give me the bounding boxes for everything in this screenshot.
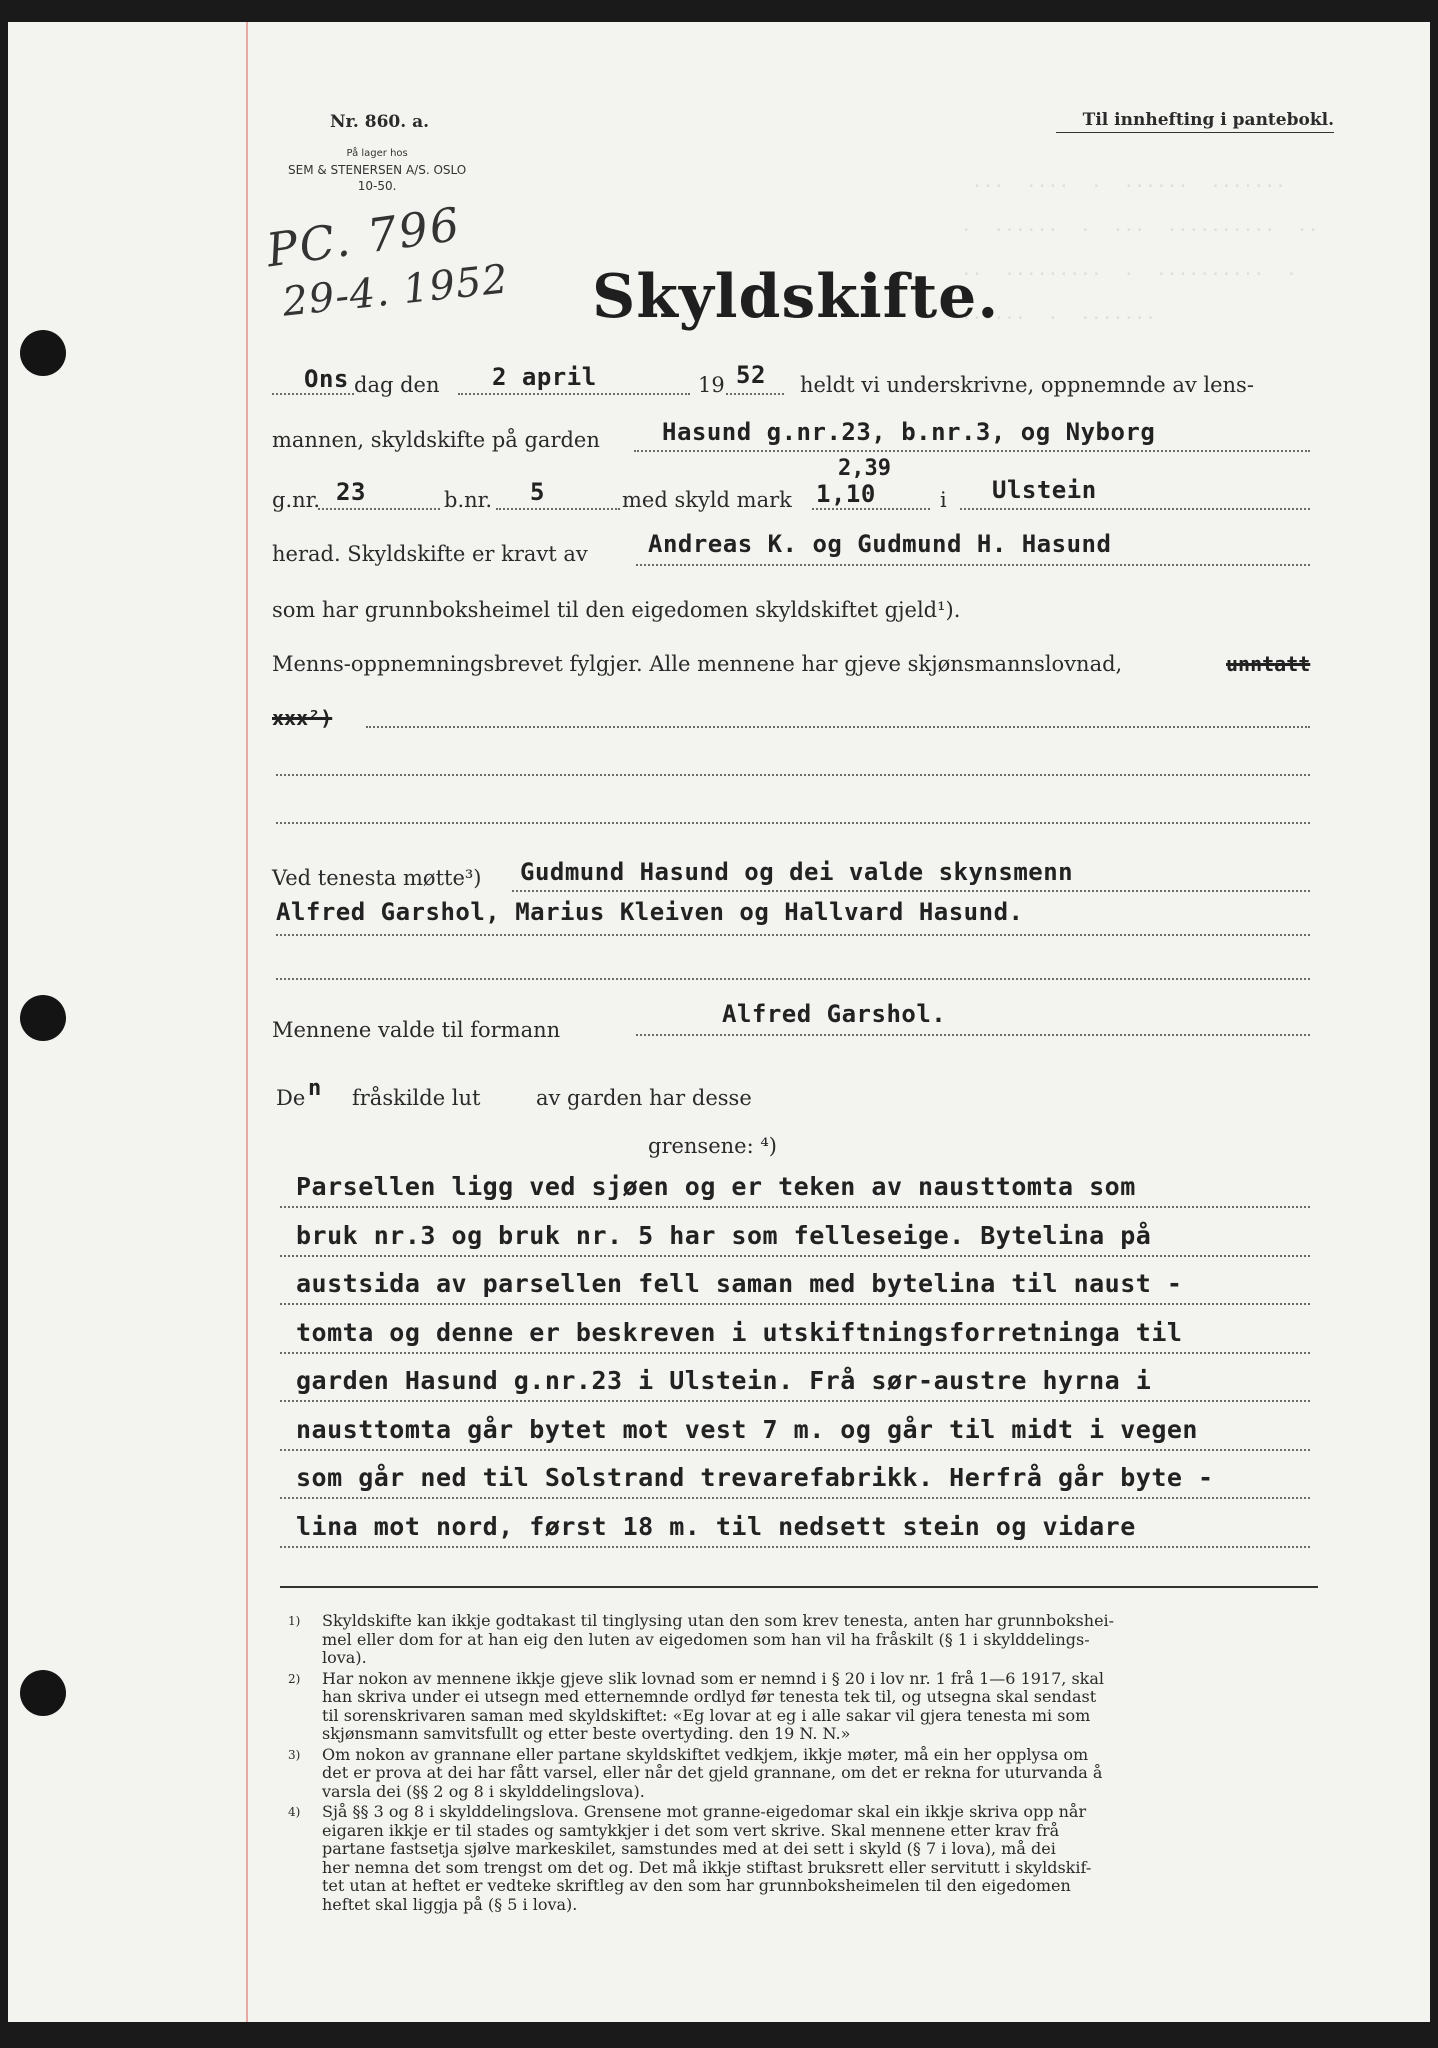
gnr-label: g.nr. [272, 488, 321, 512]
fill-line [280, 1206, 1310, 1208]
description-line: som går ned til Solstrand trevarefabrikk. Herfrå går byte - [296, 1463, 1214, 1492]
fill-line [276, 774, 1310, 776]
tenesta-line-1: Gudmund Hasund og dei valde skynsmenn [520, 858, 1074, 886]
description-line: austsida av parsellen fell saman med bytelina til naust - [296, 1269, 1183, 1298]
fill-line [280, 1497, 1310, 1499]
fill-line [272, 393, 354, 395]
skyld-fill: 1,10 [816, 480, 876, 508]
fill-line [960, 508, 1310, 510]
description-line: Parsellen ligg ved sjøen og er teken av nausttomta som [296, 1172, 1136, 1201]
herad-fill: Ulstein [992, 476, 1097, 504]
form-row-lut [0, 1076, 1438, 1120]
description-line: bruk nr.3 og bruk nr. 5 har som felleseige. Bytelina på [296, 1220, 1152, 1250]
form-row-krav [0, 530, 1438, 570]
footnote [288, 1746, 1316, 1802]
fill-line [366, 726, 1310, 728]
footnote-line: skjønsmann samvitsfullt og etter beste overtyding. den 19 N. N.» [322, 1724, 851, 1743]
tenesta-line-2: Alfred Garshol, Marius Kleiven og Hallvard Hasund. [276, 898, 1024, 926]
footnote-line: mel eller dom for at han eig den luten av eigedomen som han vil ha fråskilt (§ 1 i skylddelings- [322, 1629, 1090, 1649]
footnote-line: han skriva under ei utsegn med etternemnde ordlyd før tenesta tek til, og utsegna skal sendast [322, 1687, 1097, 1706]
footnote-line: til sorenskrivaren saman med skyldskiftet: «Eg lovar at eg i alle sakar vil gjera tenesta mi som [322, 1705, 1091, 1725]
footnote-mark: 3) [288, 1747, 301, 1762]
footnote [288, 1670, 1316, 1744]
skyld-label: med skyld mark [622, 488, 792, 512]
fill-line [276, 934, 1310, 936]
struck-text: unntatt [1226, 652, 1311, 676]
garden-fill: Hasund g.nr.23, b.nr.3, og Nyborg [662, 418, 1156, 446]
fill-line [636, 564, 1310, 566]
footnote-line: lova). [322, 1648, 367, 1667]
handwritten-date: 29-4. 1952 [280, 256, 511, 326]
tenesta-label: Ved tenesta møtte³) [272, 866, 482, 890]
description-line: lina mot nord, først 18 m. til nedsett stein og vidare [296, 1511, 1136, 1541]
footnote-mark: 1) [288, 1614, 301, 1628]
printer-line-2: SEM & STENERSEN A/S. OSLO [288, 163, 467, 177]
garden-desse-label: av garden har desse [536, 1086, 752, 1110]
fill-line [280, 1400, 1310, 1402]
form-row-garden [0, 418, 1438, 458]
brev-text: Menns-oppnemningsbrevet fylgjer. Alle mennene har gjeve skjønsmannslovnad, [272, 652, 1123, 676]
footnote-line: Sjå §§ 3 og 8 i skylddelingslova. Grensene mot granne-eigedomar skal ein ikkje skriva opp når [322, 1802, 1087, 1821]
grensene-label: grensene: ⁴) [648, 1134, 777, 1158]
krav-label: herad. Skyldskifte er kravt av [272, 542, 588, 566]
footnote-line: partane fastsetja sjølve markeskilet, samstundes med at dei sett i skyld (§ 7 i lova), må dei [322, 1839, 1056, 1858]
printer-line-3: 10-50. [357, 179, 397, 193]
fill-line [280, 1303, 1310, 1305]
footnote-mark: 4) [288, 1805, 301, 1819]
fill-line [276, 978, 1310, 980]
printer-line-1: På lager hos [346, 148, 408, 159]
fill-line [280, 1449, 1310, 1451]
year-fill: 52 [736, 361, 766, 389]
punch-hole [20, 1670, 66, 1716]
fill-line [636, 1034, 1310, 1036]
form-row-blank-1 [0, 700, 1438, 740]
fill-line [280, 1255, 1310, 1257]
binding-note: Til innhefting i pantebokl. [1082, 110, 1334, 130]
form-row-formann [0, 1000, 1438, 1040]
footnote-rule [280, 1586, 1318, 1588]
form-row-gnr [0, 456, 1438, 512]
form-row-tenesta [0, 850, 1438, 890]
bleed-through-text: ... .... . ...... ....... . ...... . ... .......... .. .. ......... . .......... . ...... . ....... [960, 171, 1319, 324]
lut-label: fråskilde lut [352, 1086, 481, 1110]
printer-imprint [288, 146, 466, 194]
struck-text-2: xxx²) [272, 706, 333, 730]
footnote-line: det er prova at dei har fått varsel, eller når det gjeld grannane, om det er rekna for uturvanda å [322, 1763, 1103, 1782]
form-number: Nr. 860. a. [330, 112, 430, 132]
footnote-mark: 2) [288, 1671, 301, 1686]
intro-text: heldt vi underskrivne, oppnemnde av lens- [800, 373, 1254, 397]
fill-line [634, 450, 1310, 452]
footnote [288, 1803, 1316, 1914]
fill-line [280, 1352, 1310, 1354]
bnr-label: b.nr. [444, 488, 493, 512]
i-label: i [940, 488, 947, 512]
fill-line [512, 890, 1310, 892]
skyld-upper: 2,39 [838, 456, 891, 481]
bnr-fill: 5 [530, 478, 545, 506]
fill-line [458, 393, 690, 395]
footnote [288, 1612, 1316, 1668]
handwritten-registration: PC. 796 [263, 196, 465, 278]
footnote-line: eigaren ikkje er til stades og samtykkjer i det som vert skrive. Skal mennene etter krav frå [322, 1820, 1060, 1840]
form-row-tenesta-2 [0, 898, 1438, 938]
binding-note-underline [1056, 132, 1334, 133]
date-fill: 2 april [492, 363, 597, 391]
description-line: garden Hasund g.nr.23 i Ulstein. Frå sør-austre hyrna i [296, 1366, 1152, 1395]
year-prefix: 19 [698, 373, 725, 397]
fill-line [812, 508, 930, 510]
fill-line [496, 508, 620, 510]
description-line: tomta og denne er beskreven i utskiftningsforretninga til [296, 1317, 1183, 1347]
gnr-fill: 23 [336, 478, 366, 506]
weekday-suffix: dag den [354, 373, 440, 397]
form-row-date [0, 361, 1438, 405]
footnote-line: Skyldskifte kan ikkje godtakast til tinglysing utan den som krev tenesta, anten har grunnbokshei- [322, 1611, 1115, 1630]
fill-line [318, 508, 440, 510]
footnote-line: Har nokon av mennene ikkje gjeve slik lovnad som er nemnd i § 20 i lov nr. 1 frå 1—6 1917, skal [322, 1668, 1105, 1688]
de-fill: n [308, 1076, 322, 1101]
weekday-fill: Ons [304, 365, 349, 393]
fill-line [280, 1546, 1310, 1548]
fill-line [726, 393, 784, 395]
heimel-text: som har grunnbokshеimel til den eigedomen skyldskiftet gjeld¹). [272, 598, 961, 622]
footnote-line: heftet skal liggja på (§ 5 i lova). [322, 1894, 578, 1914]
de-label: De [276, 1086, 306, 1110]
footnote-line: varsla dei (§§ 2 og 8 i skylddelingslova). [322, 1781, 645, 1801]
description-line: nausttomta går bytet mot vest 7 m. og går til midt i vegen [296, 1414, 1198, 1444]
krav-fill: Andreas K. og Gudmund H. Hasund [648, 530, 1112, 558]
formann-label: Mennene valde til formann [272, 1018, 561, 1042]
document-title: Skyldskifte. [592, 262, 1000, 332]
footnote-line: her nemna det som trengst om det og. Det må ikkje stiftast bruksrett eller servitutt i skyldskif- [322, 1857, 1092, 1877]
garden-label: mannen, skyldskifte på garden [272, 428, 600, 452]
footnote-line: Om nokon av grannane eller partane skyldskiftet vedkjem, ikkje møter, må ein her opplysa om [322, 1744, 1089, 1764]
formann-fill: Alfred Garshol. [722, 1000, 947, 1028]
footnote-line: tet utan at heftet er vedteke skriftleg av den som har grunnboksheimelen til den eigedomen [322, 1876, 1071, 1895]
fill-line [276, 822, 1310, 824]
